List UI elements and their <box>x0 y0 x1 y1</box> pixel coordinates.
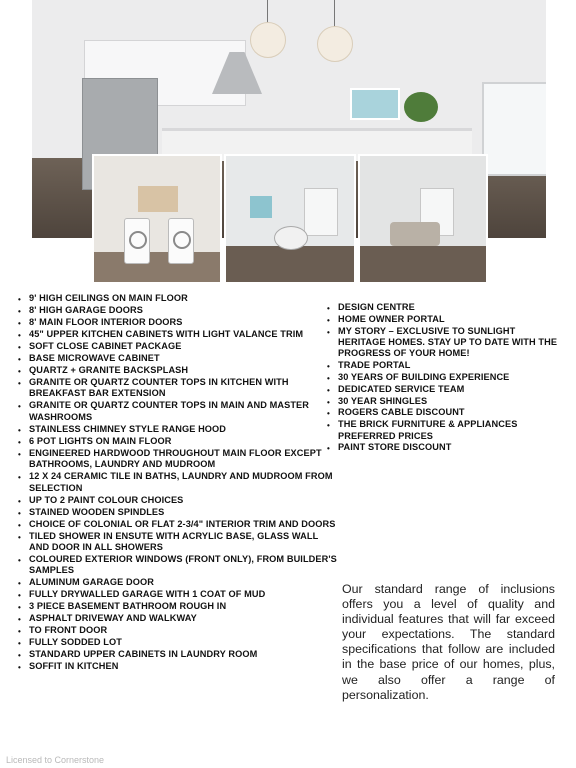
feature-item: • STANDARD UPPER CABINETS IN LAUNDRY ROOM <box>20 649 340 660</box>
feature-item: • ASPHALT DRIVEWAY AND WALKWAY <box>20 613 340 624</box>
feature-item: • ALUMINUM GARAGE DOOR <box>20 577 340 588</box>
intro-paragraph: Our standard range of inclusions offers you a level of quality and individual features that will far exceed your expectations. The standard specifications that follow are included in the base price of our homes, plus, we also offer a range of personalization. <box>342 582 555 702</box>
feature-item: • UP TO 2 PAINT COLOUR CHOICES <box>20 495 340 506</box>
feature-item: • DEDICATED SERVICE TEAM <box>329 384 559 395</box>
feature-item: • GRANITE OR QUARTZ COUNTER TOPS IN KITCHEN WITH BREAKFAST BAR EXTENSION <box>20 377 340 400</box>
feature-item: • STAINED WOODEN SPINDLES <box>20 507 340 518</box>
feature-item: • DESIGN CENTRE <box>329 302 559 313</box>
feature-item: • HOME OWNER PORTAL <box>329 314 559 325</box>
living-room-photo <box>358 154 488 284</box>
feature-item: • 9' HIGH CEILINGS ON MAIN FLOOR <box>20 293 340 304</box>
feature-item: • TO FRONT DOOR <box>20 625 340 636</box>
feature-item: • ENGINEERED HARDWOOD THROUGHOUT MAIN FLOOR EXCEPT BATHROOMS, LAUNDRY AND MUDROOM <box>20 448 340 471</box>
dining-photo <box>224 154 356 284</box>
feature-item: • TRADE PORTAL <box>329 360 559 371</box>
feature-item: • CHOICE OF COLONIAL OR FLAT 2-3/4" INTERIOR TRIM AND DOORS <box>20 519 340 530</box>
watermark: Licensed to Cornerstone <box>6 755 105 765</box>
feature-item: • GRANITE OR QUARTZ COUNTER TOPS IN MAIN AND MASTER WASHROOMS <box>20 400 340 423</box>
feature-item: • 3 PIECE BASEMENT BATHROOM ROUGH IN <box>20 601 340 612</box>
feature-item: • QUARTZ + GRANITE BACKSPLASH <box>20 365 340 376</box>
features-list-right <box>329 302 559 454</box>
feature-item: • PAINT STORE DISCOUNT <box>329 442 559 453</box>
feature-item: • SOFFIT IN KITCHEN <box>20 661 340 672</box>
feature-item: • FULLY SODDED LOT <box>20 637 340 648</box>
feature-item: • FULLY DRYWALLED GARAGE WITH 1 COAT OF MUD <box>20 589 340 600</box>
feature-item: • 8' HIGH GARAGE DOORS <box>20 305 340 316</box>
feature-item: • TILED SHOWER IN ENSUTE WITH ACRYLIC BASE, GLASS WALL AND DOOR IN ALL SHOWERS <box>20 531 340 554</box>
feature-item: • STAINLESS CHIMNEY STYLE RANGE HOOD <box>20 424 340 435</box>
laundry-photo <box>92 154 222 284</box>
feature-item: • 6 POT LIGHTS ON MAIN FLOOR <box>20 436 340 447</box>
feature-item: • 30 YEAR SHINGLES <box>329 396 559 407</box>
feature-item: • SOFT CLOSE CABINET PACKAGE <box>20 341 340 352</box>
feature-item: • 12 X 24 CERAMIC TILE IN BATHS, LAUNDRY AND MUDROOM FROM SELECTION <box>20 471 340 494</box>
feature-item: • THE BRICK FURNITURE & APPLIANCES PREFERRED PRICES <box>329 419 559 442</box>
feature-item: • 30 YEARS OF BUILDING EXPERIENCE <box>329 372 559 383</box>
features-list-left <box>20 293 340 673</box>
feature-item: • 8' MAIN FLOOR INTERIOR DOORS <box>20 317 340 328</box>
feature-item: • 45" UPPER KITCHEN CABINETS WITH LIGHT VALANCE TRIM <box>20 329 340 340</box>
feature-item: • BASE MICROWAVE CABINET <box>20 353 340 364</box>
feature-item: • ROGERS CABLE DISCOUNT <box>329 407 559 418</box>
feature-item: • COLOURED EXTERIOR WINDOWS (FRONT ONLY), FROM BUILDER'S SAMPLES <box>20 554 340 577</box>
feature-item: • MY STORY – EXCLUSIVE TO SUNLIGHT HERITAGE HOMES. STAY UP TO DATE WITH THE PROGRESS OF YOUR HOME! <box>329 326 559 360</box>
